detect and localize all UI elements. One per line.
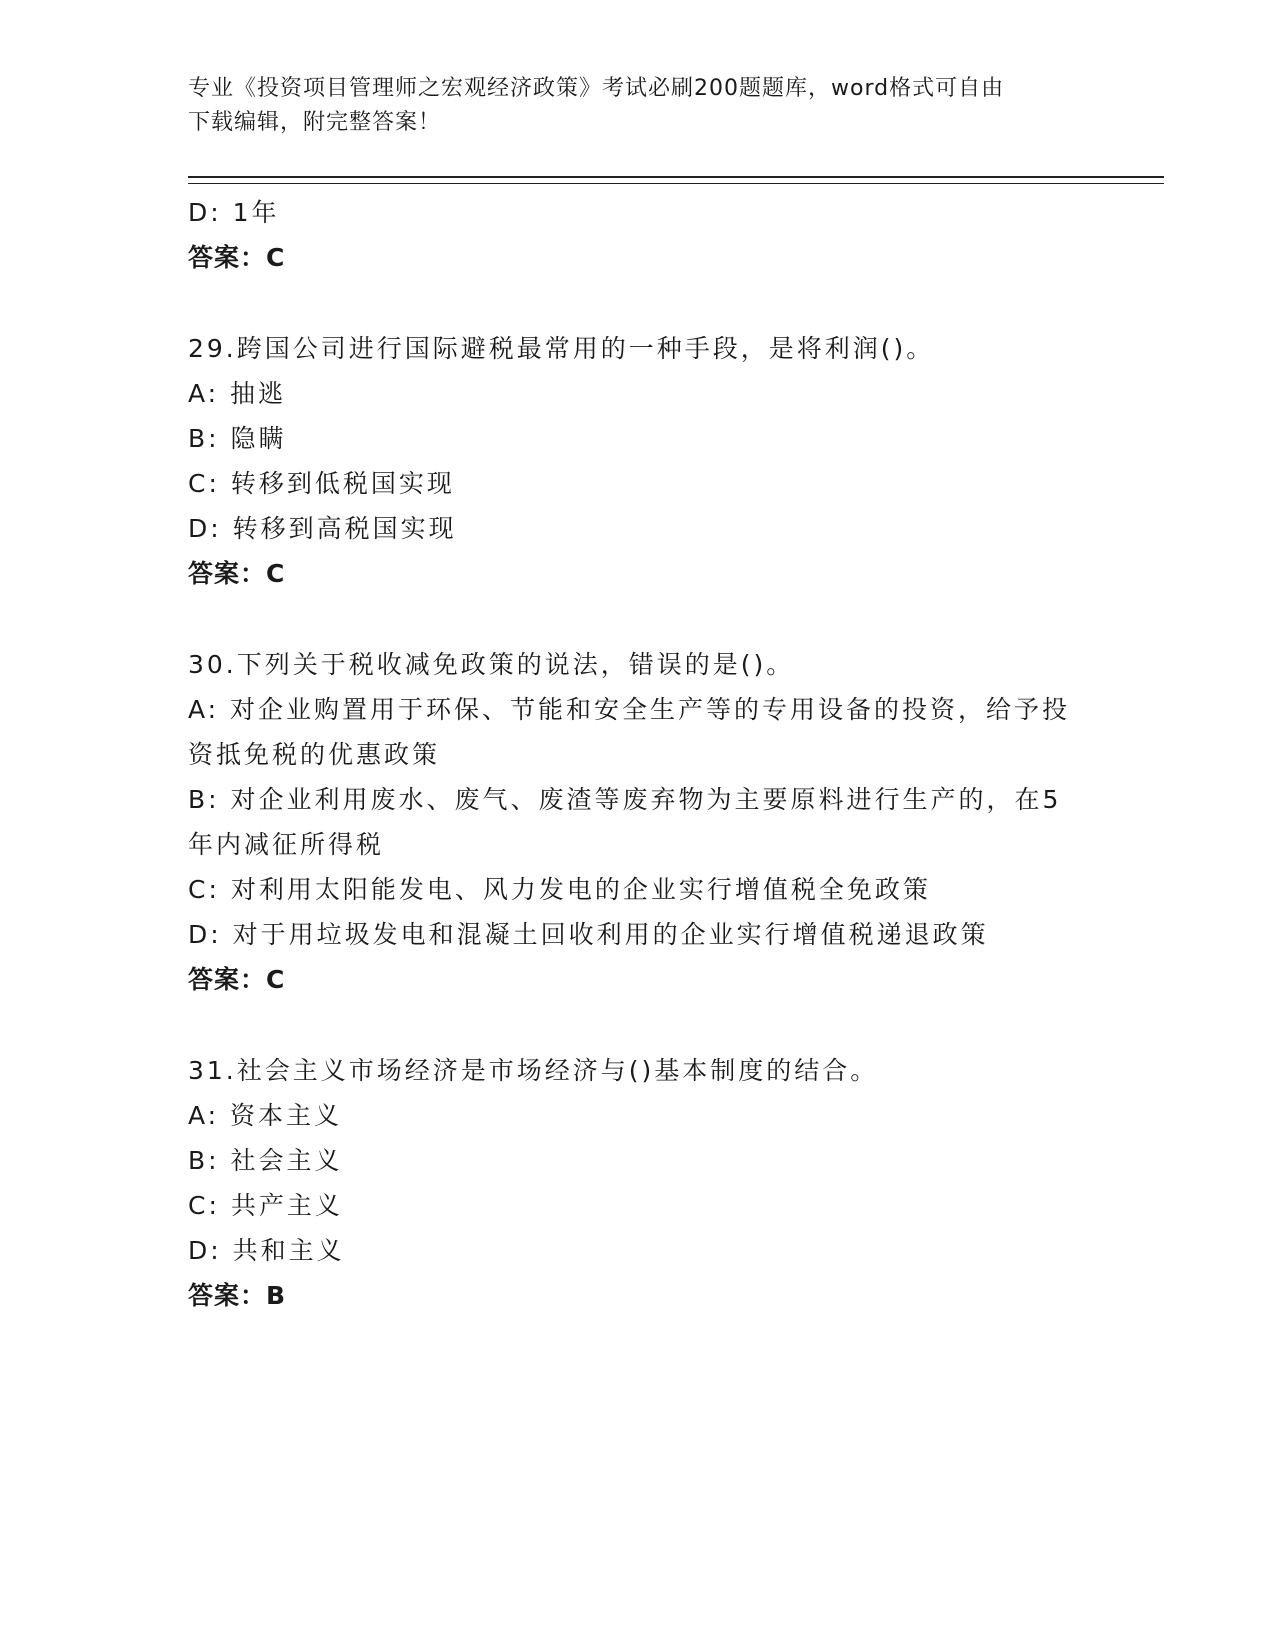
answer-line: 答案：C xyxy=(188,243,286,272)
previous-question-tail xyxy=(188,190,1088,280)
option-b: B: 隐瞒 xyxy=(188,424,287,453)
question-31 xyxy=(188,1048,1088,1318)
header-title-line-2: 下载编辑，附完整答案！ xyxy=(188,110,442,135)
option-d: D: 转移到高税国实现 xyxy=(188,514,457,543)
header-divider xyxy=(188,176,1164,184)
question-stem: 29.跨国公司进行国际避税最常用的一种手段，是将利润()。 xyxy=(188,334,935,363)
spacer xyxy=(188,596,1088,642)
question-list xyxy=(188,190,1088,1318)
spacer xyxy=(188,1002,1088,1048)
option-d: D: 共和主义 xyxy=(188,1236,345,1265)
page-header xyxy=(188,72,1088,140)
option-a: A: 抽逃 xyxy=(188,379,287,408)
option-c: C: 共产主义 xyxy=(188,1191,343,1220)
option-d: D: 对于用垃圾发电和混凝土回收利用的企业实行增值税递退政策 xyxy=(188,920,989,949)
option-d: D: 1年 xyxy=(188,198,280,227)
header-title-line-1: 专业《投资项目管理师之宏观经济政策》考试必刷200题题库，word格式可自由 xyxy=(188,76,1005,101)
question-29 xyxy=(188,326,1088,596)
option-a: A: 对企业购置用于环保、节能和安全生产等的专用设备的投资，给予投资抵免税的优惠政策 xyxy=(188,695,1071,769)
question-stem: 31.社会主义市场经济是市场经济与()基本制度的结合。 xyxy=(188,1056,879,1085)
option-c: C: 转移到低税国实现 xyxy=(188,469,455,498)
option-b: B: 对企业利用废水、废气、废渣等废弃物为主要原料进行生产的，在5年内减征所得税 xyxy=(188,785,1062,859)
option-a: A: 资本主义 xyxy=(188,1101,343,1130)
question-30 xyxy=(188,642,1088,1002)
option-b: B: 社会主义 xyxy=(188,1146,343,1175)
answer-line: 答案：B xyxy=(188,1281,287,1310)
question-stem: 30.下列关于税收减免政策的说法，错误的是()。 xyxy=(188,650,795,679)
option-c: C: 对利用太阳能发电、风力发电的企业实行增值税全免政策 xyxy=(188,875,931,904)
spacer xyxy=(188,280,1088,326)
answer-line: 答案：C xyxy=(188,965,286,994)
answer-line: 答案：C xyxy=(188,559,286,588)
